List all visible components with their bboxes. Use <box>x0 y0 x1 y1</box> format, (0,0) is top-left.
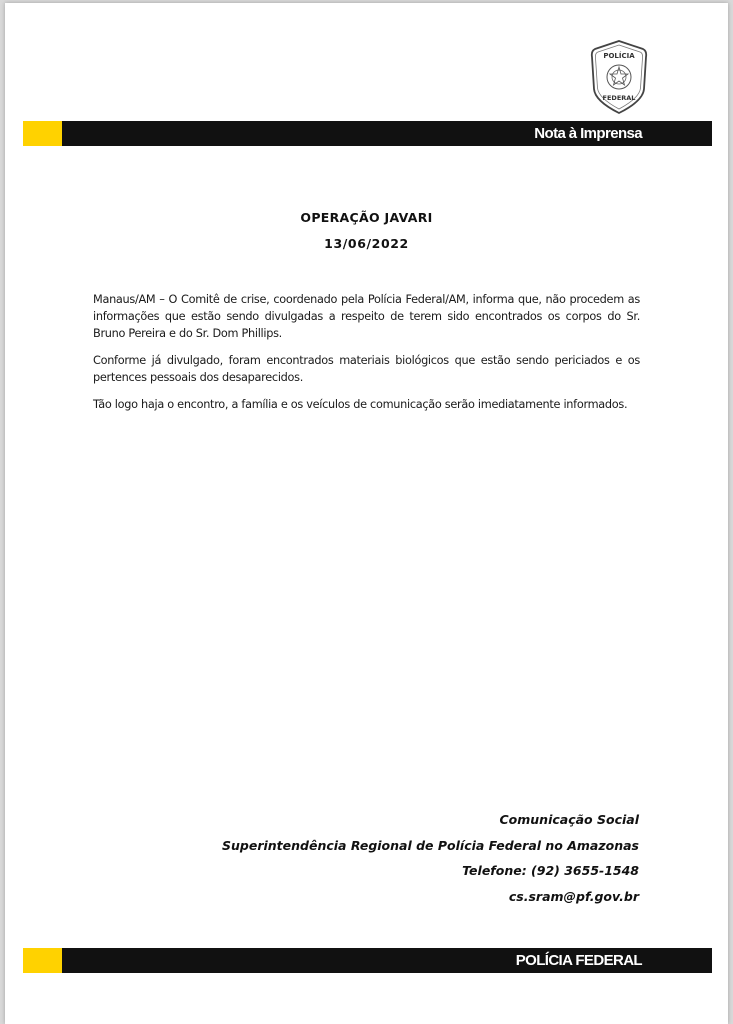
contact-block <box>222 811 639 913</box>
contact-phone: Telefone: (92) 3655-1548 <box>462 863 639 878</box>
footer-band-title: POLÍCIA FEDERAL <box>62 948 712 973</box>
document-body <box>93 291 640 423</box>
contact-department: Comunicação Social <box>499 812 639 827</box>
document-title: OPERAÇÃO JAVARI <box>300 210 433 225</box>
header-band <box>23 121 712 146</box>
body-paragraph: Tão logo haja o encontro, a família e os veículos de comunicação serão imediatamente informados. <box>93 398 628 411</box>
svg-text:POLÍCIA: POLÍCIA <box>603 52 635 60</box>
document-page <box>5 3 728 1024</box>
body-paragraph: Conforme já divulgado, foram encontrados materiais biológicos que estão sendo periciados e os pertences pessoais dos desaparecidos. <box>93 354 640 384</box>
svg-text:FEDERAL: FEDERAL <box>602 94 636 102</box>
header-band-title: Nota à Imprensa <box>62 121 712 146</box>
body-paragraph: Manaus/AM – O Comitê de crise, coordenado pela Polícia Federal/AM, informa que, não procedem as informações que estão sendo divulgadas a respeito de terem sido encontrados os corpos do Sr. Bruno Pereira e do Sr. Dom Phillips. <box>93 293 640 340</box>
contact-email: cs.sram@pf.gov.br <box>508 888 639 904</box>
contact-unit: Superintendência Regional de Polícia Federal no Amazonas <box>222 837 639 853</box>
footer-band <box>23 948 712 973</box>
policia-federal-badge-icon <box>589 39 649 115</box>
document-date: 13/06/2022 <box>324 236 409 251</box>
footer-band-accent <box>23 948 62 973</box>
header-band-accent <box>23 121 62 146</box>
